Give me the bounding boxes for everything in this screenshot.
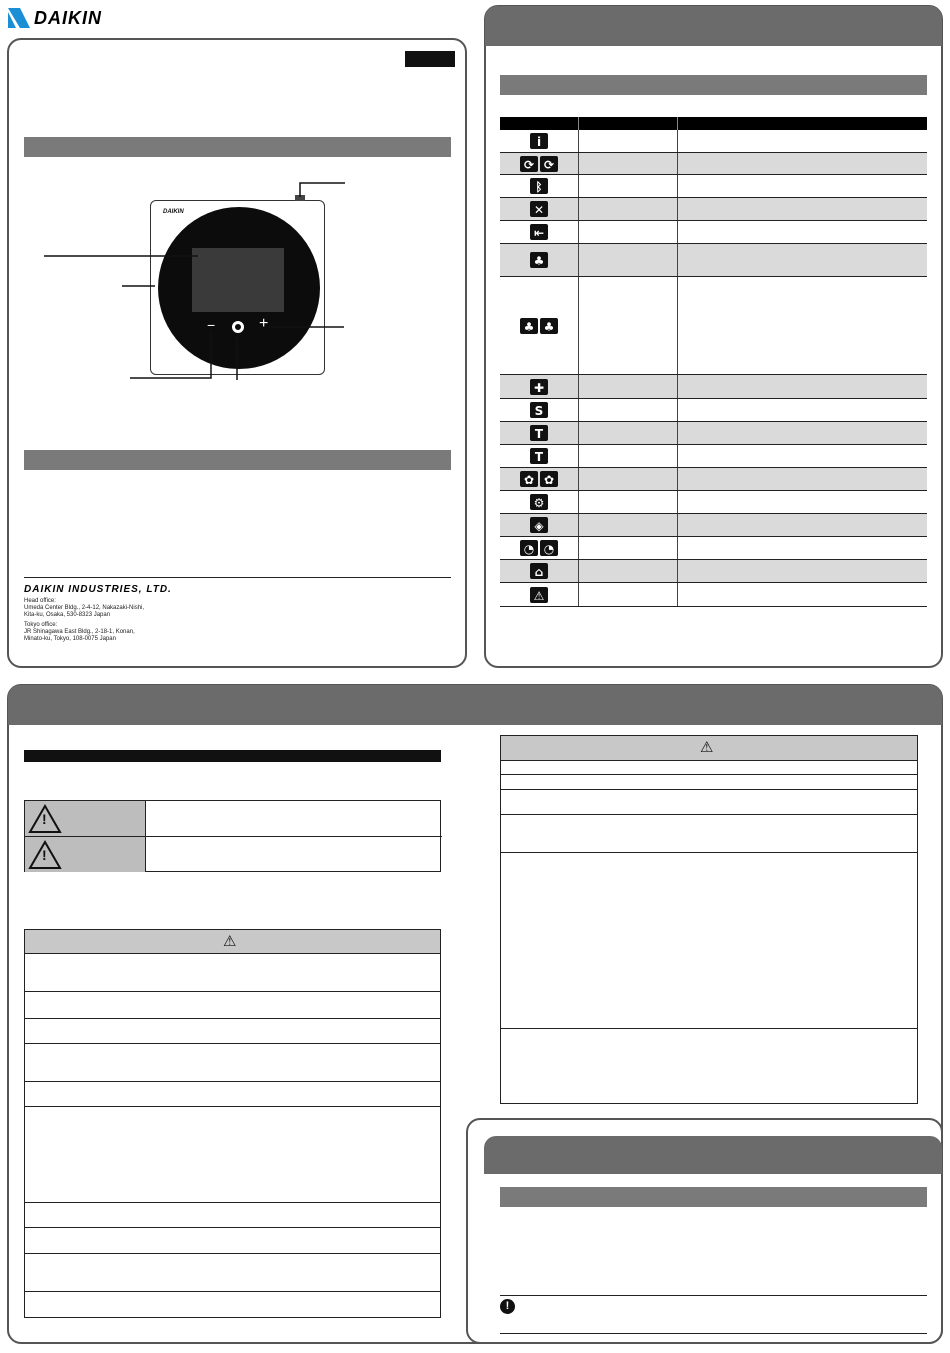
tokyo-office-line1: JR Shinagawa East Bldg., 2-18-1, Konan,	[24, 629, 135, 635]
sync-icons: ⟳	[540, 156, 558, 172]
section-bar-operation	[500, 1187, 927, 1207]
bluetooth-icon: ᛒ	[530, 178, 548, 194]
head-office-label: Head office:	[24, 598, 56, 604]
t-icon: T	[530, 448, 548, 464]
controller-logo: DAIKIN	[163, 209, 184, 215]
symbol-row	[500, 175, 927, 198]
t-flag-icon: T	[530, 425, 548, 441]
warning-glyph: !	[42, 811, 47, 827]
symbol-row	[500, 560, 927, 583]
table-warning-icon: ⚠	[223, 933, 237, 950]
symbol-row	[500, 399, 927, 422]
section-bar-contents	[24, 450, 451, 470]
defrost-icon: ♣	[530, 252, 548, 268]
clock-eye-icons: ◔	[540, 540, 558, 556]
safety-black-bar	[24, 750, 441, 762]
setback-defrost-icons: ♣	[520, 318, 538, 334]
warnings-table-right	[500, 735, 918, 1104]
plus-button[interactable]: +	[259, 315, 269, 332]
symbol-row	[500, 537, 927, 560]
symbol-row	[500, 445, 927, 468]
brand-name: DAIKIN	[34, 8, 102, 28]
unit-status-icon: ⚙	[530, 494, 548, 510]
symbol-row	[500, 514, 927, 537]
tokyo-office-label: Tokyo office:	[24, 622, 58, 628]
operation-header-bar	[484, 1136, 942, 1174]
symbols-table	[500, 117, 927, 607]
symbols-header-bar	[485, 6, 942, 46]
symbol-row	[500, 491, 927, 514]
symbol-row	[500, 153, 927, 175]
note-rule-top	[500, 1295, 927, 1296]
head-office-line2: Kita-ku, Osaka, 530-8323 Japan	[24, 612, 111, 618]
footer-rule	[24, 577, 451, 578]
symbol-row	[500, 583, 927, 607]
safety-header-bar	[8, 685, 942, 725]
filter-fan-icons: ✿	[540, 471, 558, 487]
filter-fan-icons: ✿	[520, 471, 538, 487]
symbol-row	[500, 468, 927, 491]
exit-icon: ⇤	[530, 224, 548, 240]
symbol-row	[500, 422, 927, 445]
note-icon	[500, 1299, 515, 1314]
sync-icons: ⟳	[520, 156, 538, 172]
hazard-legend	[24, 800, 441, 872]
no-fan-icon: ✕	[530, 201, 548, 217]
head-office-line1: Umeda Center Bldg., 2-4-12, Nakazaki-Nishi,	[24, 605, 145, 611]
section-bar-symbols	[500, 75, 927, 95]
warning-icon: ⚠	[530, 587, 548, 603]
setback-defrost-icons: ♣	[540, 318, 558, 334]
symbol-row	[500, 244, 927, 277]
eye-icon: ◈	[530, 517, 548, 533]
symbol-row	[500, 198, 927, 221]
info-icon: i	[530, 133, 548, 149]
clock-eye-icons: ◔	[520, 540, 538, 556]
symbol-row	[500, 375, 927, 399]
caution-glyph: !	[42, 847, 47, 863]
plus-icon: ✚	[530, 379, 548, 395]
symbol-row	[500, 130, 927, 153]
symbol-row	[500, 277, 927, 375]
note-rule-bottom	[500, 1333, 927, 1334]
symbols-table-head	[500, 117, 927, 130]
s-icon: S	[530, 402, 548, 418]
symbol-row	[500, 221, 927, 244]
callout-lines	[0, 0, 470, 400]
note-glyph: !	[505, 1300, 510, 1312]
company-name: DAIKIN INDUSTRIES, LTD.	[24, 584, 172, 595]
minus-button[interactable]: −	[207, 317, 216, 333]
warnings-table-left	[24, 929, 441, 1318]
tokyo-office-line2: Minato-ku, Tokyo, 108-0075 Japan	[24, 636, 116, 642]
house-icon: ⌂	[530, 563, 548, 579]
table-warning-icon-right: ⚠	[700, 739, 714, 756]
